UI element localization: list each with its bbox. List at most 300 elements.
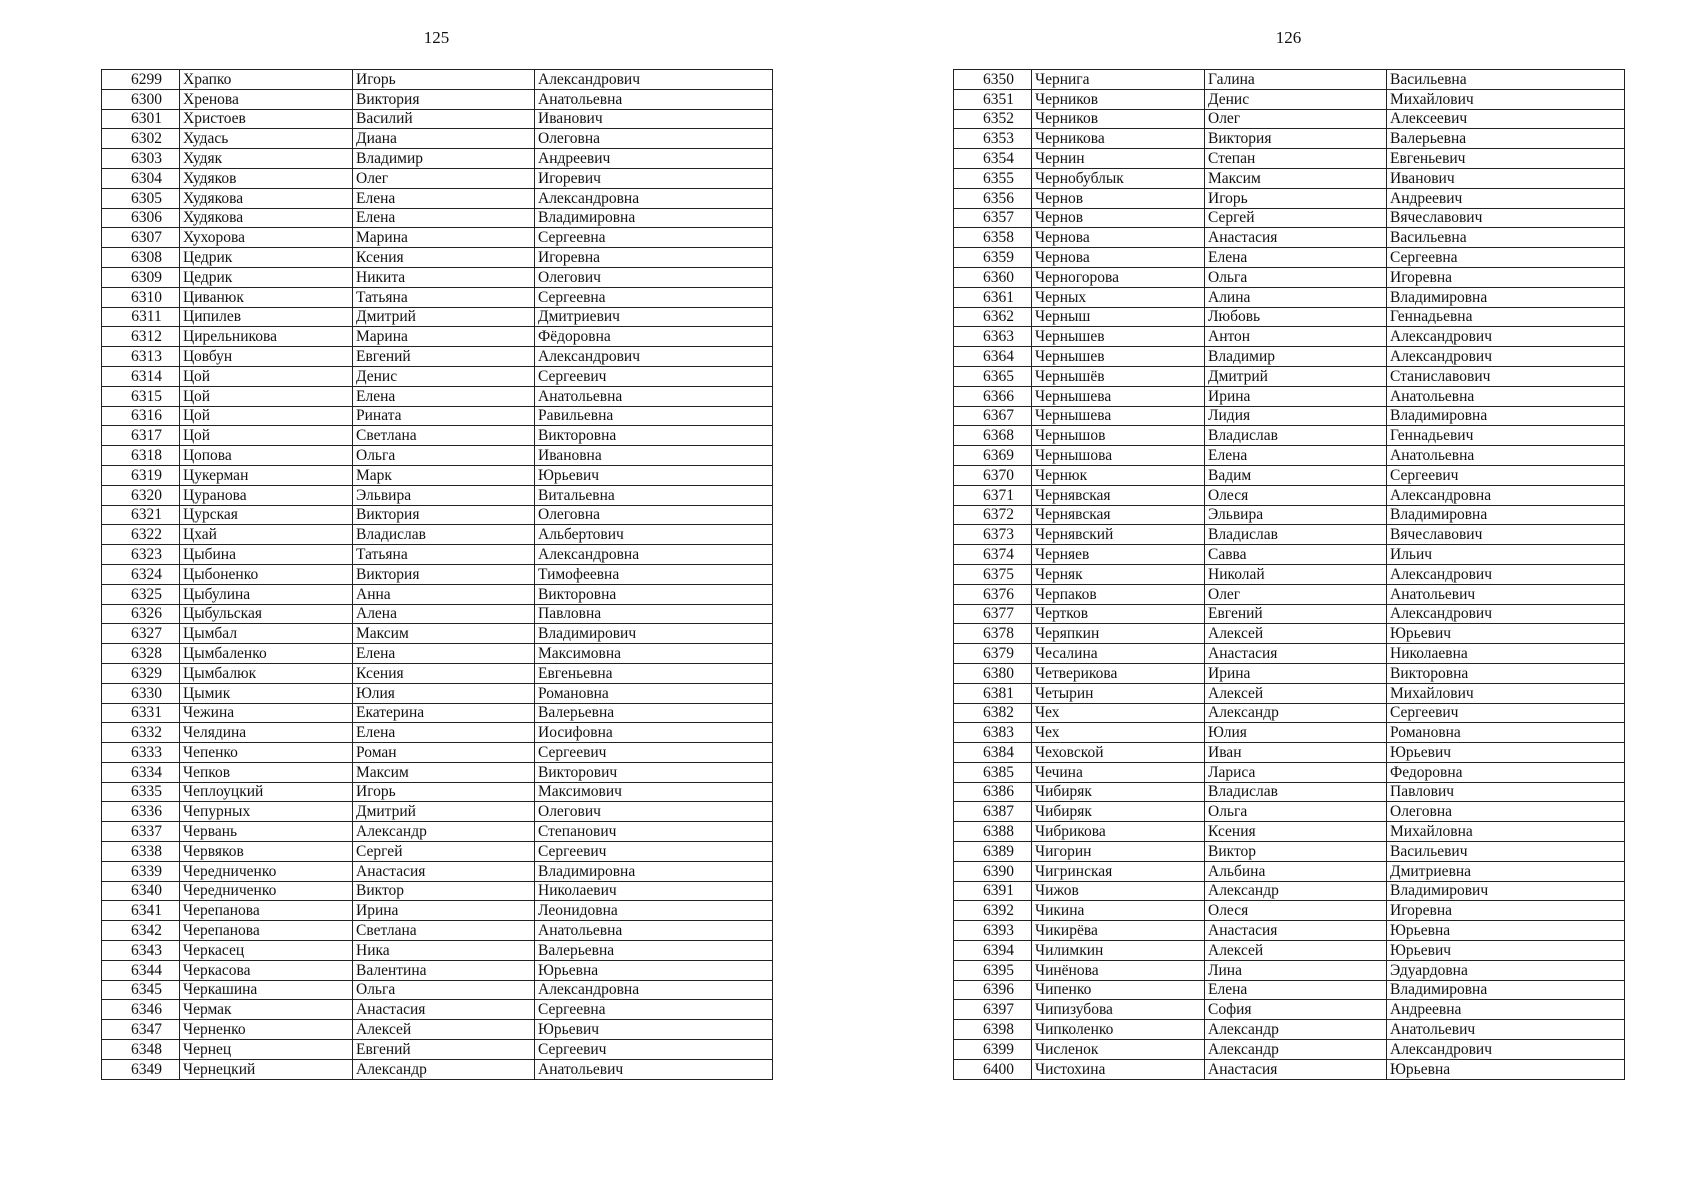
surname-cell: Черкасова: [180, 960, 353, 980]
record-number-cell: 6338: [102, 842, 180, 862]
first-name-cell: Сергей: [1205, 208, 1387, 228]
first-name-cell: Елена: [1205, 248, 1387, 268]
first-name-cell: Вадим: [1205, 465, 1387, 485]
table-row: [102, 663, 773, 683]
patronymic-cell: Юрьевич: [1387, 624, 1625, 644]
table-row: [954, 228, 1625, 248]
first-name-cell: Любовь: [1205, 307, 1387, 327]
first-name-cell: Светлана: [353, 426, 535, 446]
record-number-cell: 6300: [102, 89, 180, 109]
first-name-cell: Дмитрий: [1205, 366, 1387, 386]
surname-cell: Чернова: [1032, 248, 1205, 268]
record-number-cell: 6316: [102, 406, 180, 426]
surname-cell: Червань: [180, 822, 353, 842]
patronymic-cell: Андреевна: [1387, 1000, 1625, 1020]
patronymic-cell: Сергеевич: [1387, 465, 1625, 485]
record-number-cell: 6302: [102, 129, 180, 149]
first-name-cell: Лидия: [1205, 406, 1387, 426]
first-name-cell: Анастасия: [1205, 644, 1387, 664]
surname-cell: Цопова: [180, 446, 353, 466]
record-number-cell: 6393: [954, 921, 1032, 941]
first-name-cell: Александр: [1205, 1020, 1387, 1040]
surname-cell: Чистохина: [1032, 1059, 1205, 1079]
patronymic-cell: Фёдоровна: [535, 327, 773, 347]
patronymic-cell: Владимировна: [1387, 980, 1625, 1000]
first-name-cell: Евгений: [353, 1040, 535, 1060]
table-row: [102, 782, 773, 802]
table-row: [102, 980, 773, 1000]
record-number-cell: 6345: [102, 980, 180, 1000]
record-number-cell: 6395: [954, 960, 1032, 980]
record-number-cell: 6356: [954, 188, 1032, 208]
patronymic-cell: Юрьевич: [535, 465, 773, 485]
patronymic-cell: Олеговна: [535, 129, 773, 149]
record-number-cell: 6386: [954, 782, 1032, 802]
patronymic-cell: Дмитриевна: [1387, 861, 1625, 881]
first-name-cell: Диана: [353, 129, 535, 149]
table-row: [102, 386, 773, 406]
patronymic-cell: Максимович: [535, 782, 773, 802]
table-row: [102, 564, 773, 584]
table-row: [954, 327, 1625, 347]
table-row: [102, 446, 773, 466]
patronymic-cell: Тимофеевна: [535, 564, 773, 584]
table-row: [102, 168, 773, 188]
record-number-cell: 6327: [102, 624, 180, 644]
surname-cell: Черников: [1032, 89, 1205, 109]
first-name-cell: Анастасия: [1205, 228, 1387, 248]
table-row: [102, 584, 773, 604]
patronymic-cell: Александрович: [1387, 604, 1625, 624]
table-row: [954, 941, 1625, 961]
patronymic-cell: Сергеевич: [535, 1040, 773, 1060]
patronymic-cell: Юрьевна: [535, 960, 773, 980]
surname-cell: Черепанова: [180, 921, 353, 941]
table-row: [954, 248, 1625, 268]
record-number-cell: 6324: [102, 564, 180, 584]
table-row: [102, 248, 773, 268]
surname-cell: Чермак: [180, 1000, 353, 1020]
record-number-cell: 6317: [102, 426, 180, 446]
first-name-cell: Елена: [353, 188, 535, 208]
first-name-cell: Марина: [353, 228, 535, 248]
record-number-cell: 6309: [102, 267, 180, 287]
first-name-cell: Алексей: [353, 1020, 535, 1040]
record-number-cell: 6371: [954, 485, 1032, 505]
surname-cell: Чепурных: [180, 802, 353, 822]
surname-cell: Чигринская: [1032, 861, 1205, 881]
patronymic-cell: Юрьевич: [535, 1020, 773, 1040]
surname-cell: Хухорова: [180, 228, 353, 248]
patronymic-cell: Владимировна: [535, 208, 773, 228]
table-row: [954, 446, 1625, 466]
patronymic-cell: Александровна: [535, 980, 773, 1000]
surname-cell: Чибрикова: [1032, 822, 1205, 842]
first-name-cell: Владислав: [1205, 782, 1387, 802]
record-number-cell: 6326: [102, 604, 180, 624]
first-name-cell: Елена: [353, 723, 535, 743]
surname-cell: Чернявский: [1032, 525, 1205, 545]
first-name-cell: Денис: [353, 366, 535, 386]
patronymic-cell: Александровна: [1387, 485, 1625, 505]
record-number-cell: 6308: [102, 248, 180, 268]
patronymic-cell: Васильевич: [1387, 842, 1625, 862]
table-row: [102, 109, 773, 129]
table-row: [954, 426, 1625, 446]
surname-cell: Чех: [1032, 723, 1205, 743]
first-name-cell: Виктория: [353, 89, 535, 109]
surname-cell: Чилимкин: [1032, 941, 1205, 961]
surname-cell: Чижов: [1032, 881, 1205, 901]
patronymic-cell: Сергеевна: [535, 1000, 773, 1020]
surname-cell: Чернец: [180, 1040, 353, 1060]
surname-cell: Черникова: [1032, 129, 1205, 149]
surname-cell: Чикина: [1032, 901, 1205, 921]
surname-cell: Худякова: [180, 188, 353, 208]
surname-cell: Чечина: [1032, 762, 1205, 782]
first-name-cell: Эльвира: [353, 485, 535, 505]
record-number-cell: 6357: [954, 208, 1032, 228]
table-row: [102, 149, 773, 169]
table-row: [102, 1059, 773, 1079]
patronymic-cell: Анатольевна: [535, 386, 773, 406]
record-number-cell: 6334: [102, 762, 180, 782]
surname-cell: Ципилев: [180, 307, 353, 327]
record-number-cell: 6354: [954, 149, 1032, 169]
surname-cell: Четверикова: [1032, 663, 1205, 683]
record-number-cell: 6319: [102, 465, 180, 485]
patronymic-cell: Сергеевна: [535, 287, 773, 307]
record-number-cell: 6376: [954, 584, 1032, 604]
surname-cell: Цой: [180, 426, 353, 446]
record-number-cell: 6310: [102, 287, 180, 307]
record-number-cell: 6347: [102, 1020, 180, 1040]
first-name-cell: Владислав: [353, 525, 535, 545]
patronymic-cell: Анатольевна: [535, 921, 773, 941]
first-name-cell: Савва: [1205, 545, 1387, 565]
surname-cell: Христоев: [180, 109, 353, 129]
table-row: [954, 861, 1625, 881]
surname-cell: Черкашина: [180, 980, 353, 1000]
table-row: [954, 109, 1625, 129]
surname-cell: Хренова: [180, 89, 353, 109]
surname-cell: Чередниченко: [180, 881, 353, 901]
record-number-cell: 6336: [102, 802, 180, 822]
table-row: [954, 129, 1625, 149]
record-number-cell: 6370: [954, 465, 1032, 485]
surname-cell: Худяк: [180, 149, 353, 169]
names-table: [953, 69, 1625, 1080]
first-name-cell: Максим: [353, 762, 535, 782]
patronymic-cell: Александрович: [1387, 1040, 1625, 1060]
surname-cell: Черников: [1032, 109, 1205, 129]
patronymic-cell: Леонидовна: [535, 901, 773, 921]
first-name-cell: Елена: [353, 208, 535, 228]
surname-cell: Цуранова: [180, 485, 353, 505]
first-name-cell: Ольга: [353, 980, 535, 1000]
patronymic-cell: Олегович: [535, 802, 773, 822]
patronymic-cell: Владимирович: [1387, 881, 1625, 901]
first-name-cell: Елена: [1205, 980, 1387, 1000]
surname-cell: Цымбаленко: [180, 644, 353, 664]
surname-cell: Чипколенко: [1032, 1020, 1205, 1040]
patronymic-cell: Владимировна: [1387, 505, 1625, 525]
table-row: [954, 822, 1625, 842]
patronymic-cell: Степанович: [535, 822, 773, 842]
first-name-cell: Олеся: [1205, 485, 1387, 505]
patronymic-cell: Романовна: [535, 683, 773, 703]
record-number-cell: 6382: [954, 703, 1032, 723]
surname-cell: Черняк: [1032, 564, 1205, 584]
patronymic-cell: Анатольевна: [1387, 386, 1625, 406]
surname-cell: Цыбоненко: [180, 564, 353, 584]
record-number-cell: 6355: [954, 168, 1032, 188]
record-number-cell: 6361: [954, 287, 1032, 307]
surname-cell: Чернова: [1032, 228, 1205, 248]
table-row: [954, 406, 1625, 426]
first-name-cell: Ольга: [1205, 802, 1387, 822]
record-number-cell: 6385: [954, 762, 1032, 782]
patronymic-cell: Валерьевна: [1387, 129, 1625, 149]
first-name-cell: Светлана: [353, 921, 535, 941]
surname-cell: Цирельникова: [180, 327, 353, 347]
surname-cell: Чернин: [1032, 149, 1205, 169]
record-number-cell: 6318: [102, 446, 180, 466]
table-row: [954, 703, 1625, 723]
surname-cell: Чипизубова: [1032, 1000, 1205, 1020]
first-name-cell: Степан: [1205, 149, 1387, 169]
record-number-cell: 6328: [102, 644, 180, 664]
record-number-cell: 6381: [954, 683, 1032, 703]
patronymic-cell: Иосифовна: [535, 723, 773, 743]
patronymic-cell: Вячеславович: [1387, 525, 1625, 545]
surname-cell: Чернышёв: [1032, 366, 1205, 386]
record-number-cell: 6384: [954, 743, 1032, 763]
record-number-cell: 6359: [954, 248, 1032, 268]
first-name-cell: Анастасия: [353, 861, 535, 881]
patronymic-cell: Ильич: [1387, 545, 1625, 565]
table-row: [954, 584, 1625, 604]
first-name-cell: Юлия: [1205, 723, 1387, 743]
surname-cell: Четырин: [1032, 683, 1205, 703]
surname-cell: Черкасец: [180, 941, 353, 961]
patronymic-cell: Павлович: [1387, 782, 1625, 802]
surname-cell: Чернышов: [1032, 426, 1205, 446]
surname-cell: Храпко: [180, 70, 353, 90]
surname-cell: Чернявская: [1032, 505, 1205, 525]
surname-cell: Чернов: [1032, 208, 1205, 228]
record-number-cell: 6311: [102, 307, 180, 327]
patronymic-cell: Васильевна: [1387, 228, 1625, 248]
table-row: [102, 89, 773, 109]
table-row: [954, 287, 1625, 307]
first-name-cell: Сергей: [353, 842, 535, 862]
patronymic-cell: Эдуардовна: [1387, 960, 1625, 980]
record-number-cell: 6315: [102, 386, 180, 406]
table-row: [102, 683, 773, 703]
record-number-cell: 6312: [102, 327, 180, 347]
patronymic-cell: Владимировна: [535, 861, 773, 881]
patronymic-cell: Валерьевна: [535, 941, 773, 961]
first-name-cell: Евгений: [353, 347, 535, 367]
surname-cell: Черяпкин: [1032, 624, 1205, 644]
record-number-cell: 6306: [102, 208, 180, 228]
table-row: [954, 89, 1625, 109]
table-row: [954, 604, 1625, 624]
patronymic-cell: Игоревна: [1387, 901, 1625, 921]
record-number-cell: 6351: [954, 89, 1032, 109]
table-row: [102, 861, 773, 881]
record-number-cell: 6322: [102, 525, 180, 545]
patronymic-cell: Сергеевич: [535, 743, 773, 763]
first-name-cell: Лина: [1205, 960, 1387, 980]
first-name-cell: Евгений: [1205, 604, 1387, 624]
first-name-cell: Александр: [1205, 1040, 1387, 1060]
record-number-cell: 6313: [102, 347, 180, 367]
first-name-cell: Юлия: [353, 683, 535, 703]
first-name-cell: Дмитрий: [353, 307, 535, 327]
surname-cell: Чернышова: [1032, 446, 1205, 466]
record-number-cell: 6388: [954, 822, 1032, 842]
table-row: [102, 604, 773, 624]
first-name-cell: Анастасия: [1205, 1059, 1387, 1079]
table-row: [102, 703, 773, 723]
surname-cell: Черпаков: [1032, 584, 1205, 604]
record-number-cell: 6390: [954, 861, 1032, 881]
table-row: [954, 545, 1625, 565]
surname-cell: Чипенко: [1032, 980, 1205, 1000]
first-name-cell: Виктория: [353, 564, 535, 584]
patronymic-cell: Александрович: [535, 70, 773, 90]
record-number-cell: 6378: [954, 624, 1032, 644]
record-number-cell: 6383: [954, 723, 1032, 743]
patronymic-cell: Александровна: [535, 545, 773, 565]
first-name-cell: Эльвира: [1205, 505, 1387, 525]
patronymic-cell: Олеговна: [535, 505, 773, 525]
record-number-cell: 6344: [102, 960, 180, 980]
table-row: [102, 881, 773, 901]
first-name-cell: Василий: [353, 109, 535, 129]
first-name-cell: София: [1205, 1000, 1387, 1020]
record-number-cell: 6380: [954, 663, 1032, 683]
table-row: [954, 505, 1625, 525]
surname-cell: Цымбал: [180, 624, 353, 644]
table-row: [102, 644, 773, 664]
patronymic-cell: Романовна: [1387, 723, 1625, 743]
record-number-cell: 6339: [102, 861, 180, 881]
patronymic-cell: Викторовна: [535, 426, 773, 446]
first-name-cell: Екатерина: [353, 703, 535, 723]
patronymic-cell: Максимовна: [535, 644, 773, 664]
first-name-cell: Лариса: [1205, 762, 1387, 782]
first-name-cell: Татьяна: [353, 287, 535, 307]
table-row: [954, 366, 1625, 386]
surname-cell: Чернобублык: [1032, 168, 1205, 188]
record-number-cell: 6364: [954, 347, 1032, 367]
first-name-cell: Виктория: [353, 505, 535, 525]
record-number-cell: 6348: [102, 1040, 180, 1060]
record-number-cell: 6400: [954, 1059, 1032, 1079]
first-name-cell: Владимир: [353, 149, 535, 169]
first-name-cell: Алена: [353, 604, 535, 624]
patronymic-cell: Геннадьевич: [1387, 426, 1625, 446]
surname-cell: Черногорова: [1032, 267, 1205, 287]
patronymic-cell: Михайлович: [1387, 683, 1625, 703]
record-number-cell: 6362: [954, 307, 1032, 327]
surname-cell: Численок: [1032, 1040, 1205, 1060]
patronymic-cell: Витальевна: [535, 485, 773, 505]
first-name-cell: Игорь: [1205, 188, 1387, 208]
first-name-cell: Алексей: [1205, 683, 1387, 703]
record-number-cell: 6321: [102, 505, 180, 525]
patronymic-cell: Анатольевич: [1387, 1020, 1625, 1040]
record-number-cell: 6320: [102, 485, 180, 505]
patronymic-cell: Викторовна: [1387, 663, 1625, 683]
table-row: [954, 465, 1625, 485]
record-number-cell: 6352: [954, 109, 1032, 129]
surname-cell: Червяков: [180, 842, 353, 862]
patronymic-cell: Юрьевич: [1387, 743, 1625, 763]
first-name-cell: Ксения: [353, 248, 535, 268]
surname-cell: Черепанова: [180, 901, 353, 921]
first-name-cell: Галина: [1205, 70, 1387, 90]
patronymic-cell: Александрович: [535, 347, 773, 367]
surname-cell: Чернышев: [1032, 347, 1205, 367]
first-name-cell: Рината: [353, 406, 535, 426]
record-number-cell: 6397: [954, 1000, 1032, 1020]
surname-cell: Чинёнова: [1032, 960, 1205, 980]
record-number-cell: 6301: [102, 109, 180, 129]
patronymic-cell: Юрьевна: [1387, 921, 1625, 941]
table-row: [954, 683, 1625, 703]
patronymic-cell: Альбертович: [535, 525, 773, 545]
record-number-cell: 6349: [102, 1059, 180, 1079]
surname-cell: Чернявская: [1032, 485, 1205, 505]
table-row: [954, 208, 1625, 228]
patronymic-cell: Владимировна: [1387, 287, 1625, 307]
surname-cell: Черных: [1032, 287, 1205, 307]
surname-cell: Чесалина: [1032, 644, 1205, 664]
first-name-cell: Владислав: [1205, 426, 1387, 446]
first-name-cell: Ника: [353, 941, 535, 961]
patronymic-cell: Игоревна: [535, 248, 773, 268]
table-row: [102, 743, 773, 763]
patronymic-cell: Иванович: [1387, 168, 1625, 188]
table-row: [954, 762, 1625, 782]
first-name-cell: Татьяна: [353, 545, 535, 565]
surname-cell: Чежина: [180, 703, 353, 723]
surname-cell: Худякова: [180, 208, 353, 228]
first-name-cell: Ирина: [1205, 386, 1387, 406]
patronymic-cell: Юрьевна: [1387, 1059, 1625, 1079]
surname-cell: Цымик: [180, 683, 353, 703]
first-name-cell: Антон: [1205, 327, 1387, 347]
patronymic-cell: Михайлович: [1387, 89, 1625, 109]
record-number-cell: 6375: [954, 564, 1032, 584]
table-row: [954, 386, 1625, 406]
record-number-cell: 6363: [954, 327, 1032, 347]
first-name-cell: Александр: [353, 1059, 535, 1079]
patronymic-cell: Иванович: [535, 109, 773, 129]
record-number-cell: 6323: [102, 545, 180, 565]
table-row: [954, 168, 1625, 188]
patronymic-cell: Александрович: [1387, 327, 1625, 347]
patronymic-cell: Сергеевна: [535, 228, 773, 248]
first-name-cell: Александр: [1205, 881, 1387, 901]
record-number-cell: 6365: [954, 366, 1032, 386]
first-name-cell: Виктор: [1205, 842, 1387, 862]
surname-cell: Чернышева: [1032, 386, 1205, 406]
